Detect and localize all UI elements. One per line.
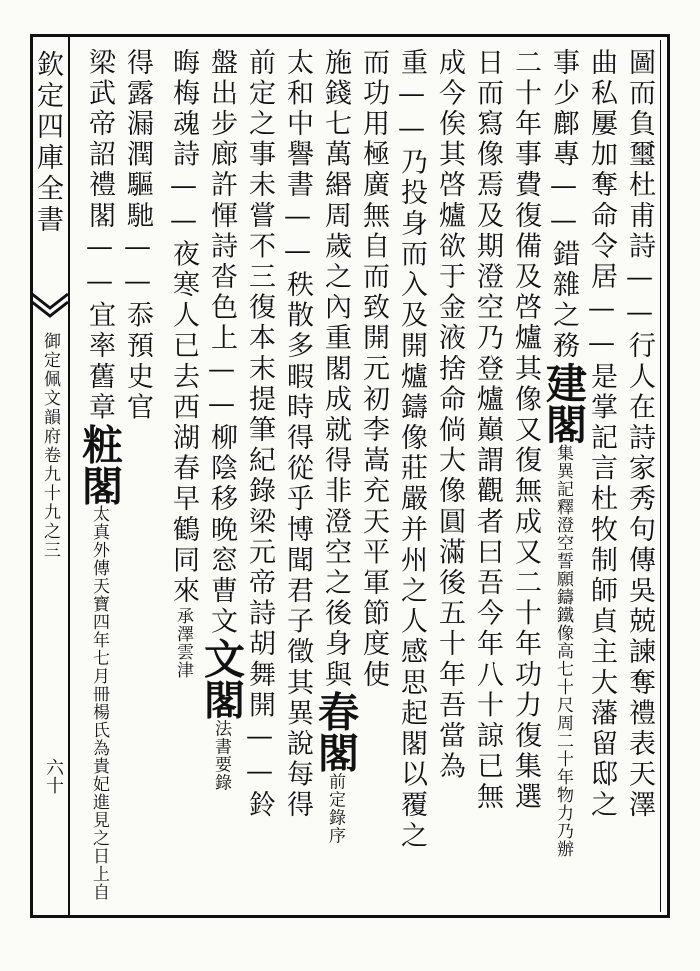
note: 太真外傳天寶四年七月冊楊氏為貴妃進見之日上自 xyxy=(89,505,109,902)
frame-bottom-border xyxy=(30,915,670,918)
headword: 春閣 xyxy=(311,690,359,773)
note: 集異記釋澄空誓願鑄鐵像高七十尺周二十年物力乃辦 xyxy=(553,444,573,858)
text-column-8: 而功用極廣無自而致開元初李嵩充天平軍節度使 xyxy=(358,48,389,691)
book-subtitle xyxy=(41,332,63,560)
text-column-15: 梁武帝詔禮閣——宜率舊章粧閣太真外傳天寶四年七月冊楊氏為貴妃進見之日上自 xyxy=(75,48,123,902)
text-column-7: 重——乃投身而入及開爐鑄像莊嚴并州之人感思起閣以覆之 xyxy=(396,48,427,852)
text-column-5: 日而寫像焉及期澄空乃登爐巔謂觀者曰吾今年八十諒已無 xyxy=(472,48,503,813)
frame-right-border xyxy=(667,34,670,918)
text-column-14: 得露漏潤驅馳——忝預史官 xyxy=(122,48,153,424)
text-column-4: 二十年事費復備及啓爐其像又復無成又二十年功力復集選 xyxy=(510,48,541,813)
text-column-2: 曲私屢加奪命令居——是掌記言杜牧制師貞主大藩留邸之 xyxy=(586,48,617,821)
text-column-11: 前定之事未嘗不三復本末提筆紀錄梁元帝詩胡舞開——鈴 xyxy=(244,48,275,821)
folio-number: 六十 xyxy=(43,758,64,794)
text-column-10: 太和中譽書——秩散多暇時得從乎博聞君子徵其異說每得 xyxy=(282,48,313,821)
note: 法書要錄 xyxy=(211,719,231,792)
headword: 建閣 xyxy=(539,362,587,444)
note: 承澤雲津 xyxy=(173,606,193,679)
text-column-12: 盤出步廊許惲詩沓色上——柳陰移晚窓曹文文閣法書要錄 xyxy=(197,48,245,792)
headword: 粧閣 xyxy=(75,423,123,506)
text-column-1: 圖而負璽杜甫詩——行人在詩家秀句傳吳兢諫奪禮表天澤 xyxy=(624,48,655,821)
subtitle-work: 御定佩文韻府 xyxy=(40,332,60,446)
book-title: 欽定四庫全書 xyxy=(32,50,63,236)
inner-right-rule xyxy=(660,40,661,912)
headword: 文閣 xyxy=(197,637,245,720)
subtitle-volume: 卷九十九之三 xyxy=(40,446,60,560)
text-column-6: 成今俟其啓爐欲于金液捨命倘大像圓滿後五十年吾當為 xyxy=(434,48,465,783)
margin-rule xyxy=(68,34,70,918)
text-column-9: 施錢七萬緡周歲之內重閣成就得非澄空之後身與春閣前定錄序 xyxy=(311,48,359,845)
text-column-3: 事少鄜專——錯雜之務建閣集異記釋澄空誓願鑄鐵像高七十尺周二十年物力乃辦 xyxy=(539,48,587,858)
fishtail-mark-icon xyxy=(30,292,70,324)
frame-top-border xyxy=(30,34,670,37)
note: 前定錄序 xyxy=(325,772,345,845)
text-column-13: 晦梅魂詩——夜寒人已去西湖春早鶴同來承澤雲津 xyxy=(168,48,199,679)
